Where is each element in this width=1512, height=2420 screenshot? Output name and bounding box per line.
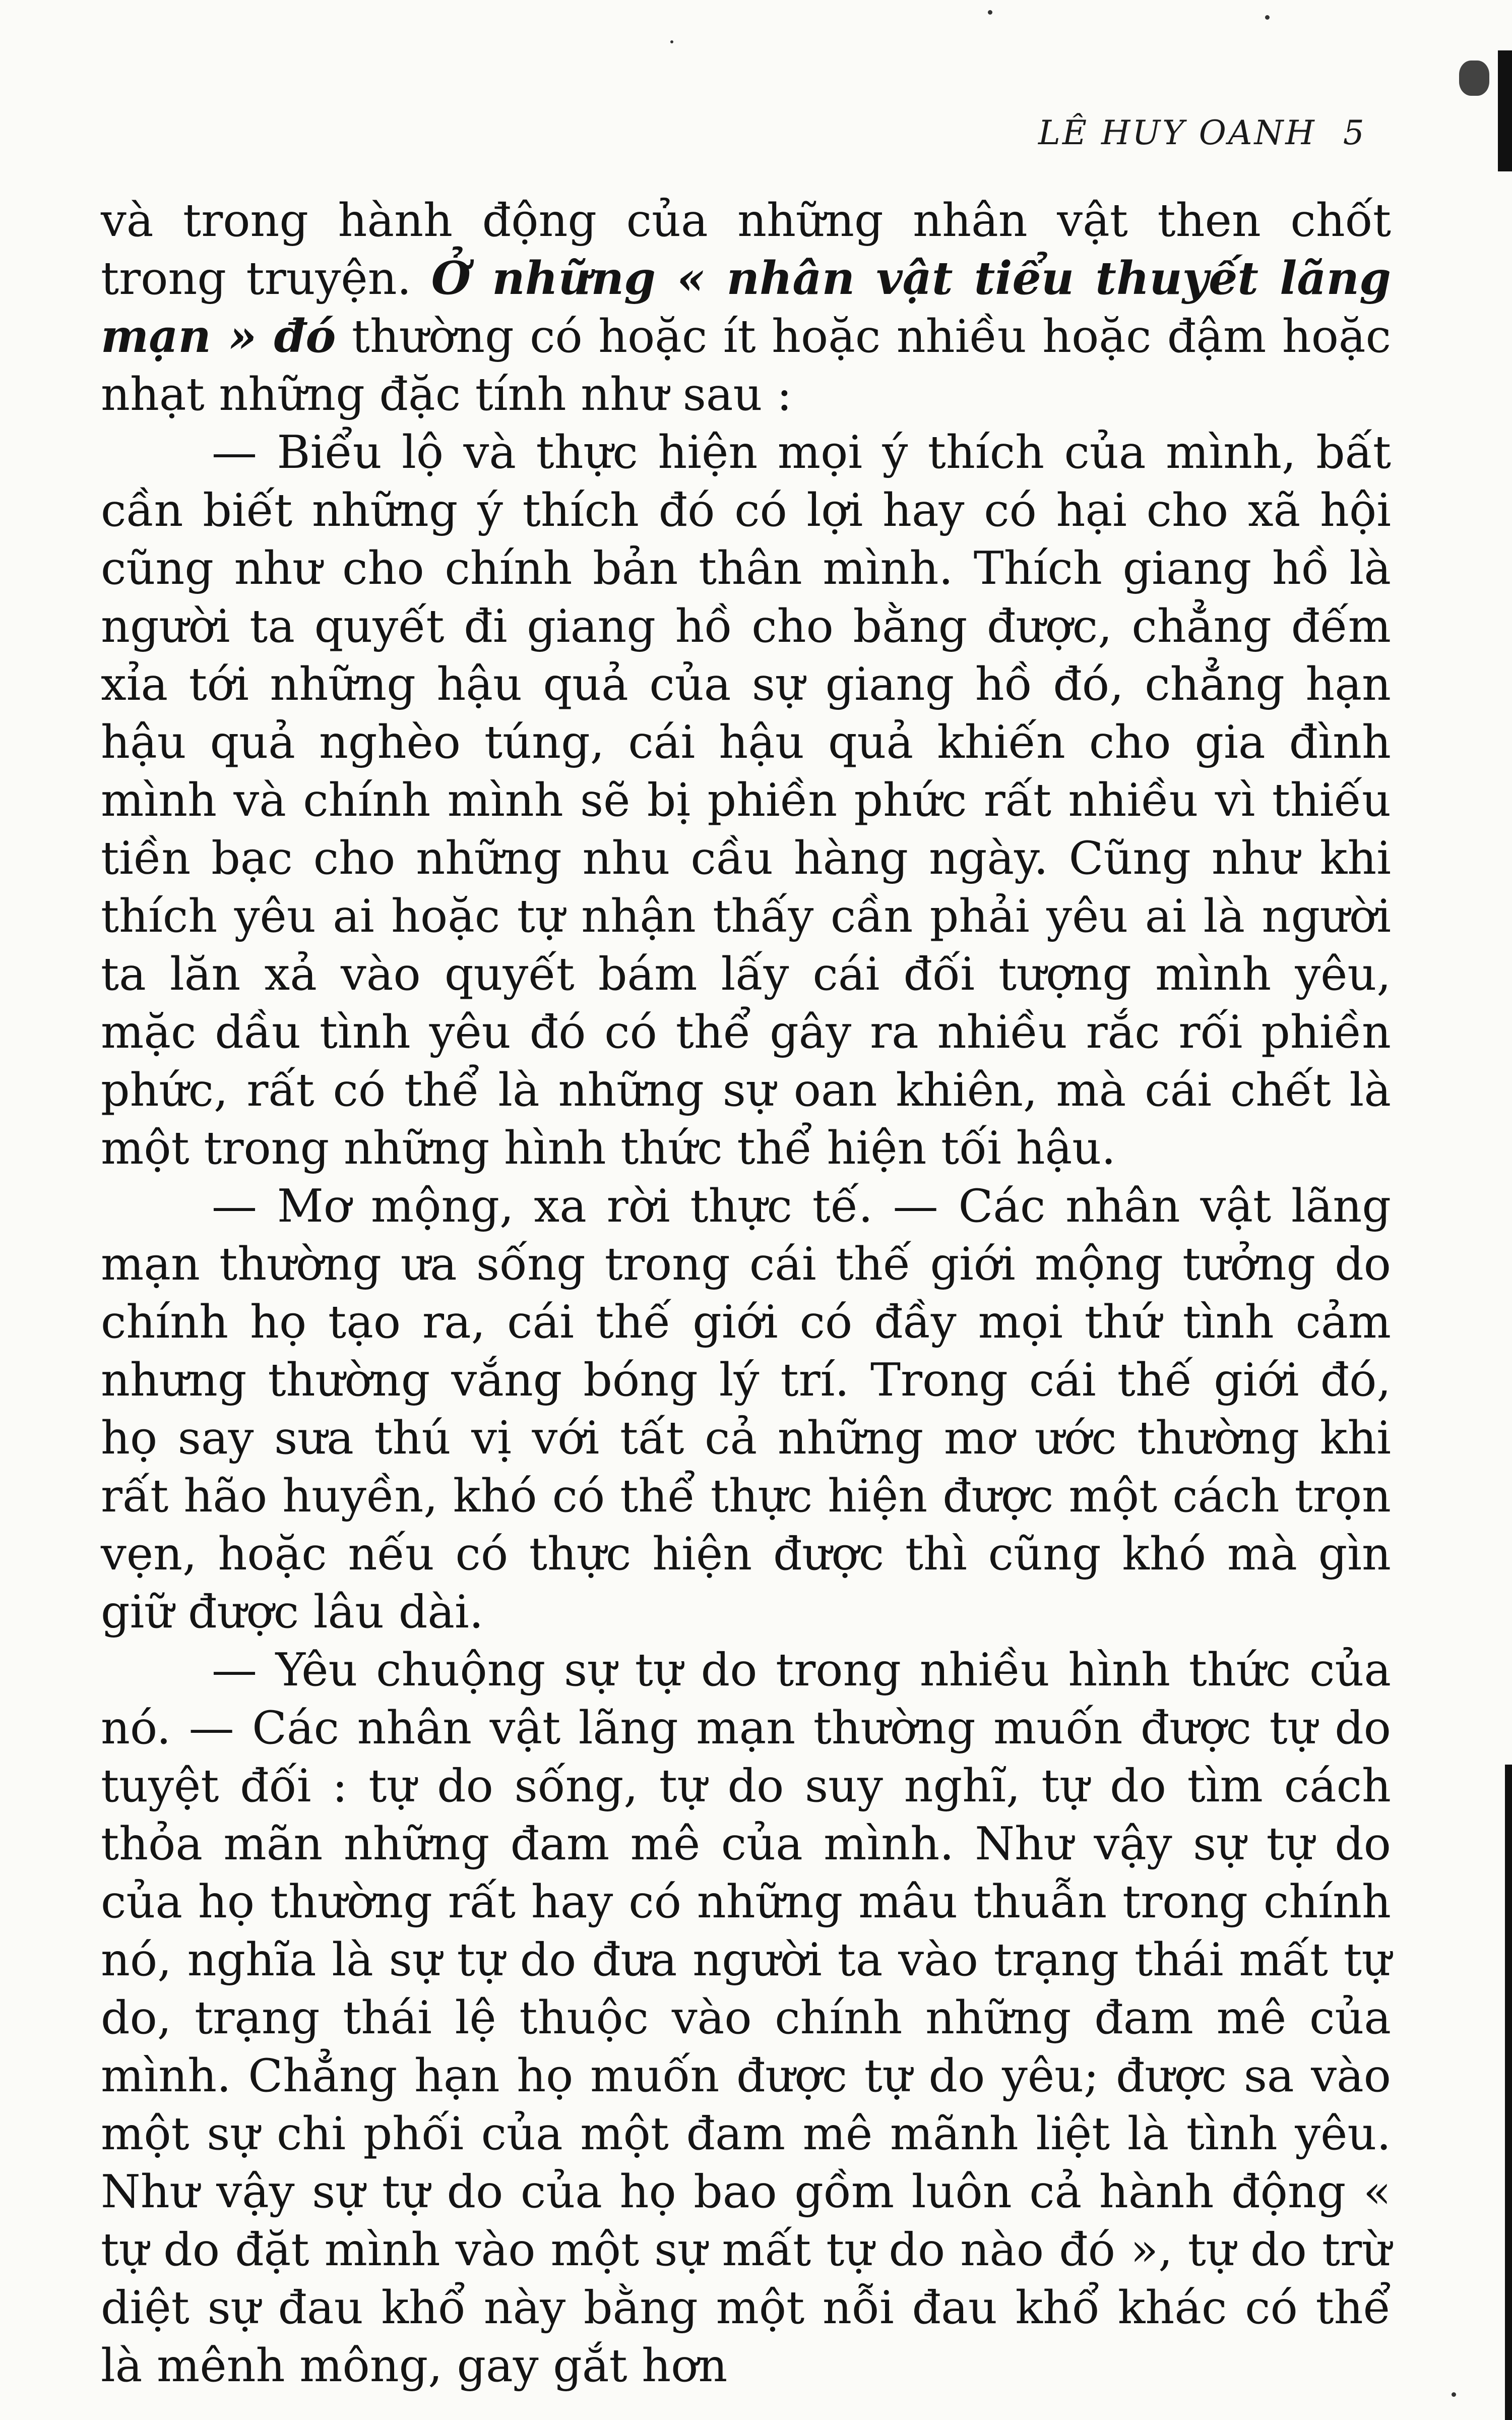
paragraph-dreaming: — Mơ mộng, xa rời thực tế. — Các nhân vật lãng mạn thường ưa sống trong cái thế giới mộng tưởng do chính họ tạo ra, cái thế giới có đầy mọi thứ tình cảm nhưng thường vắng bóng lý trí. Trong cái thế giới đó, họ say sưa thú vị với tất cả những mơ ước thường khi rất hão huyền, khó có thể thực hiện được một cách trọn vẹn, hoặc nếu có thực hiện được thì cũng khó mà gìn giữ được lâu dài. bbox=[101, 1180, 1391, 1639]
dust-speck bbox=[1452, 2392, 1456, 2397]
paragraph-freedom: — Yêu chuộng sự tự do trong nhiều hình thức của nó. — Các nhân vật lãng mạn thường muốn được tự do tuyệt đối : tự do sống, tự do suy nghĩ, tự do tìm cách thỏa mãn những đam mê của mình. Như vậy sự tự do của họ thường rất hay có những mâu thuẫn trong chính nó, nghĩa là sự tự do đưa người ta vào trạng thái mất tự do, trạng thái lệ thuộc vào chính những đam mê của mình. Chẳng hạn họ muốn được tự do yêu; được sa vào một sự chi phối của một đam mê mãnh liệt là tình yêu. Như vậy sự tự do của họ bao gồm luôn cả hành động « tự do đặt mình vào một sự mất tự do nào đó », tự do trừ diệt sự đau khổ này bằng một nỗi đau khổ khác có thể là mênh mông, gay gắt hơn bbox=[101, 1644, 1391, 2392]
paragraph-intro-rest: thường có hoặc ít hoặc nhiều hoặc đậm hoặc nhạt những đặc tính như sau : bbox=[101, 310, 1391, 421]
page-body bbox=[101, 192, 1391, 2395]
paragraph-self-expression: — Biểu lộ và thực hiện mọi ý thích của mình, bất cần biết những ý thích đó có lợi hay có hại cho xã hội cũng như cho chính bản thân mình. Thích giang hồ là người ta quyết đi giang hồ cho bằng được, chẳng đếm xỉa tới những hậu quả của sự giang hồ đó, chẳng hạn hậu quả nghèo túng, cái hậu quả khiến cho gia đình mình và chính mình sẽ bị phiền phức rất nhiều vì thiếu tiền bạc cho những nhu cầu hàng ngày. Cũng như khi thích yêu ai hoặc tự nhận thấy cần phải yêu ai là người ta lăn xả vào quyết bám lấy cái đối tượng mình yêu, mặc dầu tình yêu đó có thể gây ra nhiều rắc rối phiền phức, rất có thể là những sự oan khiên, mà cái chết là một trong những hình thức thể hiện tối hậu. bbox=[101, 426, 1391, 1175]
paragraph-intro-emphasis: Ở những « nhân vật tiểu thuyết lãng mạn » đó bbox=[101, 252, 1391, 363]
dust-speck bbox=[1265, 15, 1270, 20]
scan-edge-shadow bbox=[1505, 1765, 1512, 2420]
scan-edge-shadow bbox=[1498, 50, 1512, 171]
header-page-number: 5 bbox=[1343, 113, 1366, 152]
ink-smudge bbox=[1459, 60, 1489, 96]
dust-speck bbox=[988, 10, 992, 15]
header-author: LÊ HUY OANH bbox=[1038, 113, 1316, 152]
dust-speck bbox=[670, 40, 673, 43]
paragraph-intro bbox=[101, 192, 1391, 424]
paragraph-intro-lead: và trong hành động của những nhân vật then chốt trong truyện. bbox=[101, 194, 1391, 305]
running-header bbox=[1038, 113, 1366, 152]
